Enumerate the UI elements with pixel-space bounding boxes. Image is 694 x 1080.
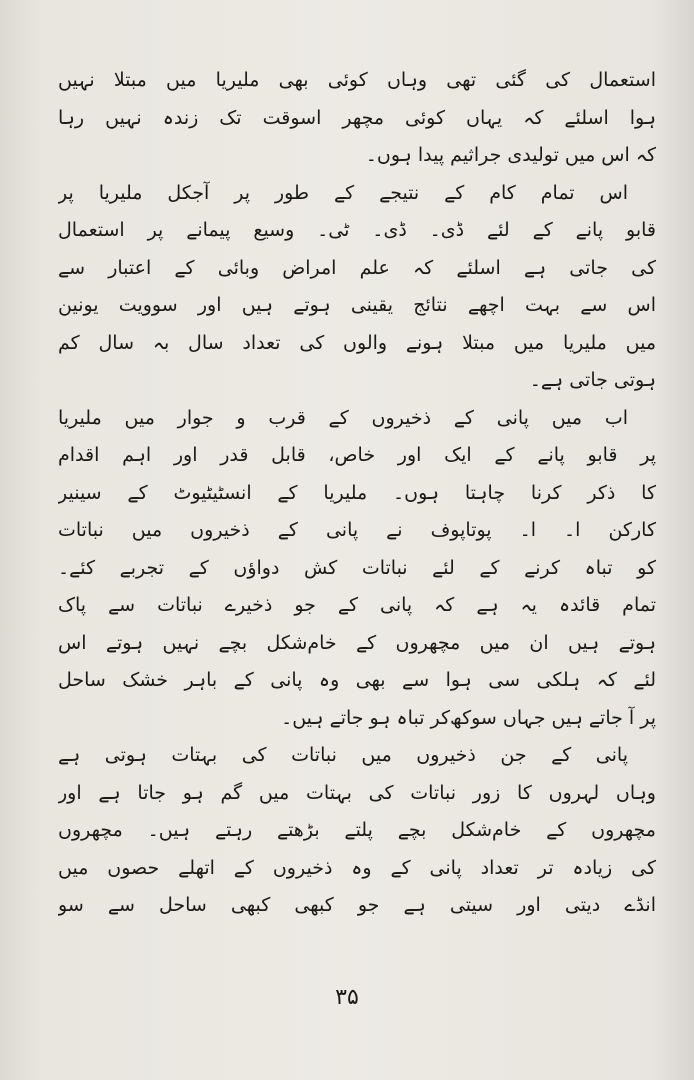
text-line: پر قابو پانے کے ایک اور خاص، قابل قدر اور اہم اقدام (58, 444, 656, 466)
text-line: وہاں لہروں کا زور نباتات کی بہتات میں گم ہو جاتا ہے اور (58, 781, 656, 804)
text-line: استعمال کی گئی تھی وہاں کوئی بھی ملیریا میں مبتلا نہیں (58, 69, 656, 91)
page-number: ۳۵ (335, 985, 359, 1010)
text-line: ہوتے ہیں ان میں مچھروں کے خام‌شکل بچے نہیں ہوتے اس (58, 631, 656, 654)
text-line: ہوا اسلئے کہ یہاں کوئی مچھر اسوقت تک زندہ نہیں رہا (58, 106, 656, 129)
text-line: کو تباہ کرنے کے لئے نباتات کش دواؤں کے تجربے کئے۔ (58, 556, 656, 579)
text-line: کارکن ا۔ ا۔ پوتاپوف نے پانی کے ذخیروں میں نباتات (58, 519, 656, 541)
text-line: لئے کہ ہلکی سی ہوا سے بھی وہ پانی کے باہر خشک ساحل (58, 669, 656, 691)
text-line: مچھروں کے خام‌شکل بچے پلتے بڑھتے رہتے ہیں۔ مچھروں (58, 819, 656, 841)
text-line: انڈے دیتی اور سیتی ہے جو کبھی کبھی ساحل سے سو (58, 894, 656, 916)
text-line: پانی کے جن ذخیروں میں نباتات کی بہتات ہوتی ہے (58, 744, 628, 766)
text-line: میں ملیریا میں مبتلا ہونے والوں کی تعداد سال بہ سال کم (58, 331, 656, 354)
text-line: کی زیادہ تر تعداد پانی کے وہ ذخیروں کے اتھلے حصوں میں (58, 856, 656, 879)
text-line: کا ذکر کرنا چاہتا ہوں۔ ملیریا کے انسٹیٹیوٹ کے سینیر (58, 481, 656, 504)
body-text (58, 62, 656, 925)
text-line: قابو پانے کے لئے ڈی۔ ڈی۔ ٹی۔ وسیع پیمانے پر استعمال (58, 219, 656, 241)
text-line: تمام قائدہ یہ ہے کہ پانی کے جو ذخیرے نباتات سے پاک (58, 594, 656, 616)
text-line: اب میں پانی کے ذخیروں کے قرب و جوار میں ملیریا (58, 406, 628, 429)
text-line: اس سے بہت اچھے نتائج یقینی ہوتے ہیں اور سوویت یونین (58, 294, 656, 316)
text-line: کی جاتی ہے اسلئے کہ علم امراض وبائی کے اعتبار سے (58, 256, 656, 279)
text-line: پر آ جاتے ہیں جہاں سوکھ‌کر تباہ ہو جاتے ہیں۔ (281, 706, 656, 729)
text-line: کہ اس میں تولیدی جراثیم پیدا ہوں۔ (365, 144, 656, 166)
text-line: ہوتی جاتی ہے۔ (529, 369, 656, 391)
text-line: اس تمام کام کے نتیجے کے طور پر آجکل ملیریا پر (58, 181, 628, 204)
